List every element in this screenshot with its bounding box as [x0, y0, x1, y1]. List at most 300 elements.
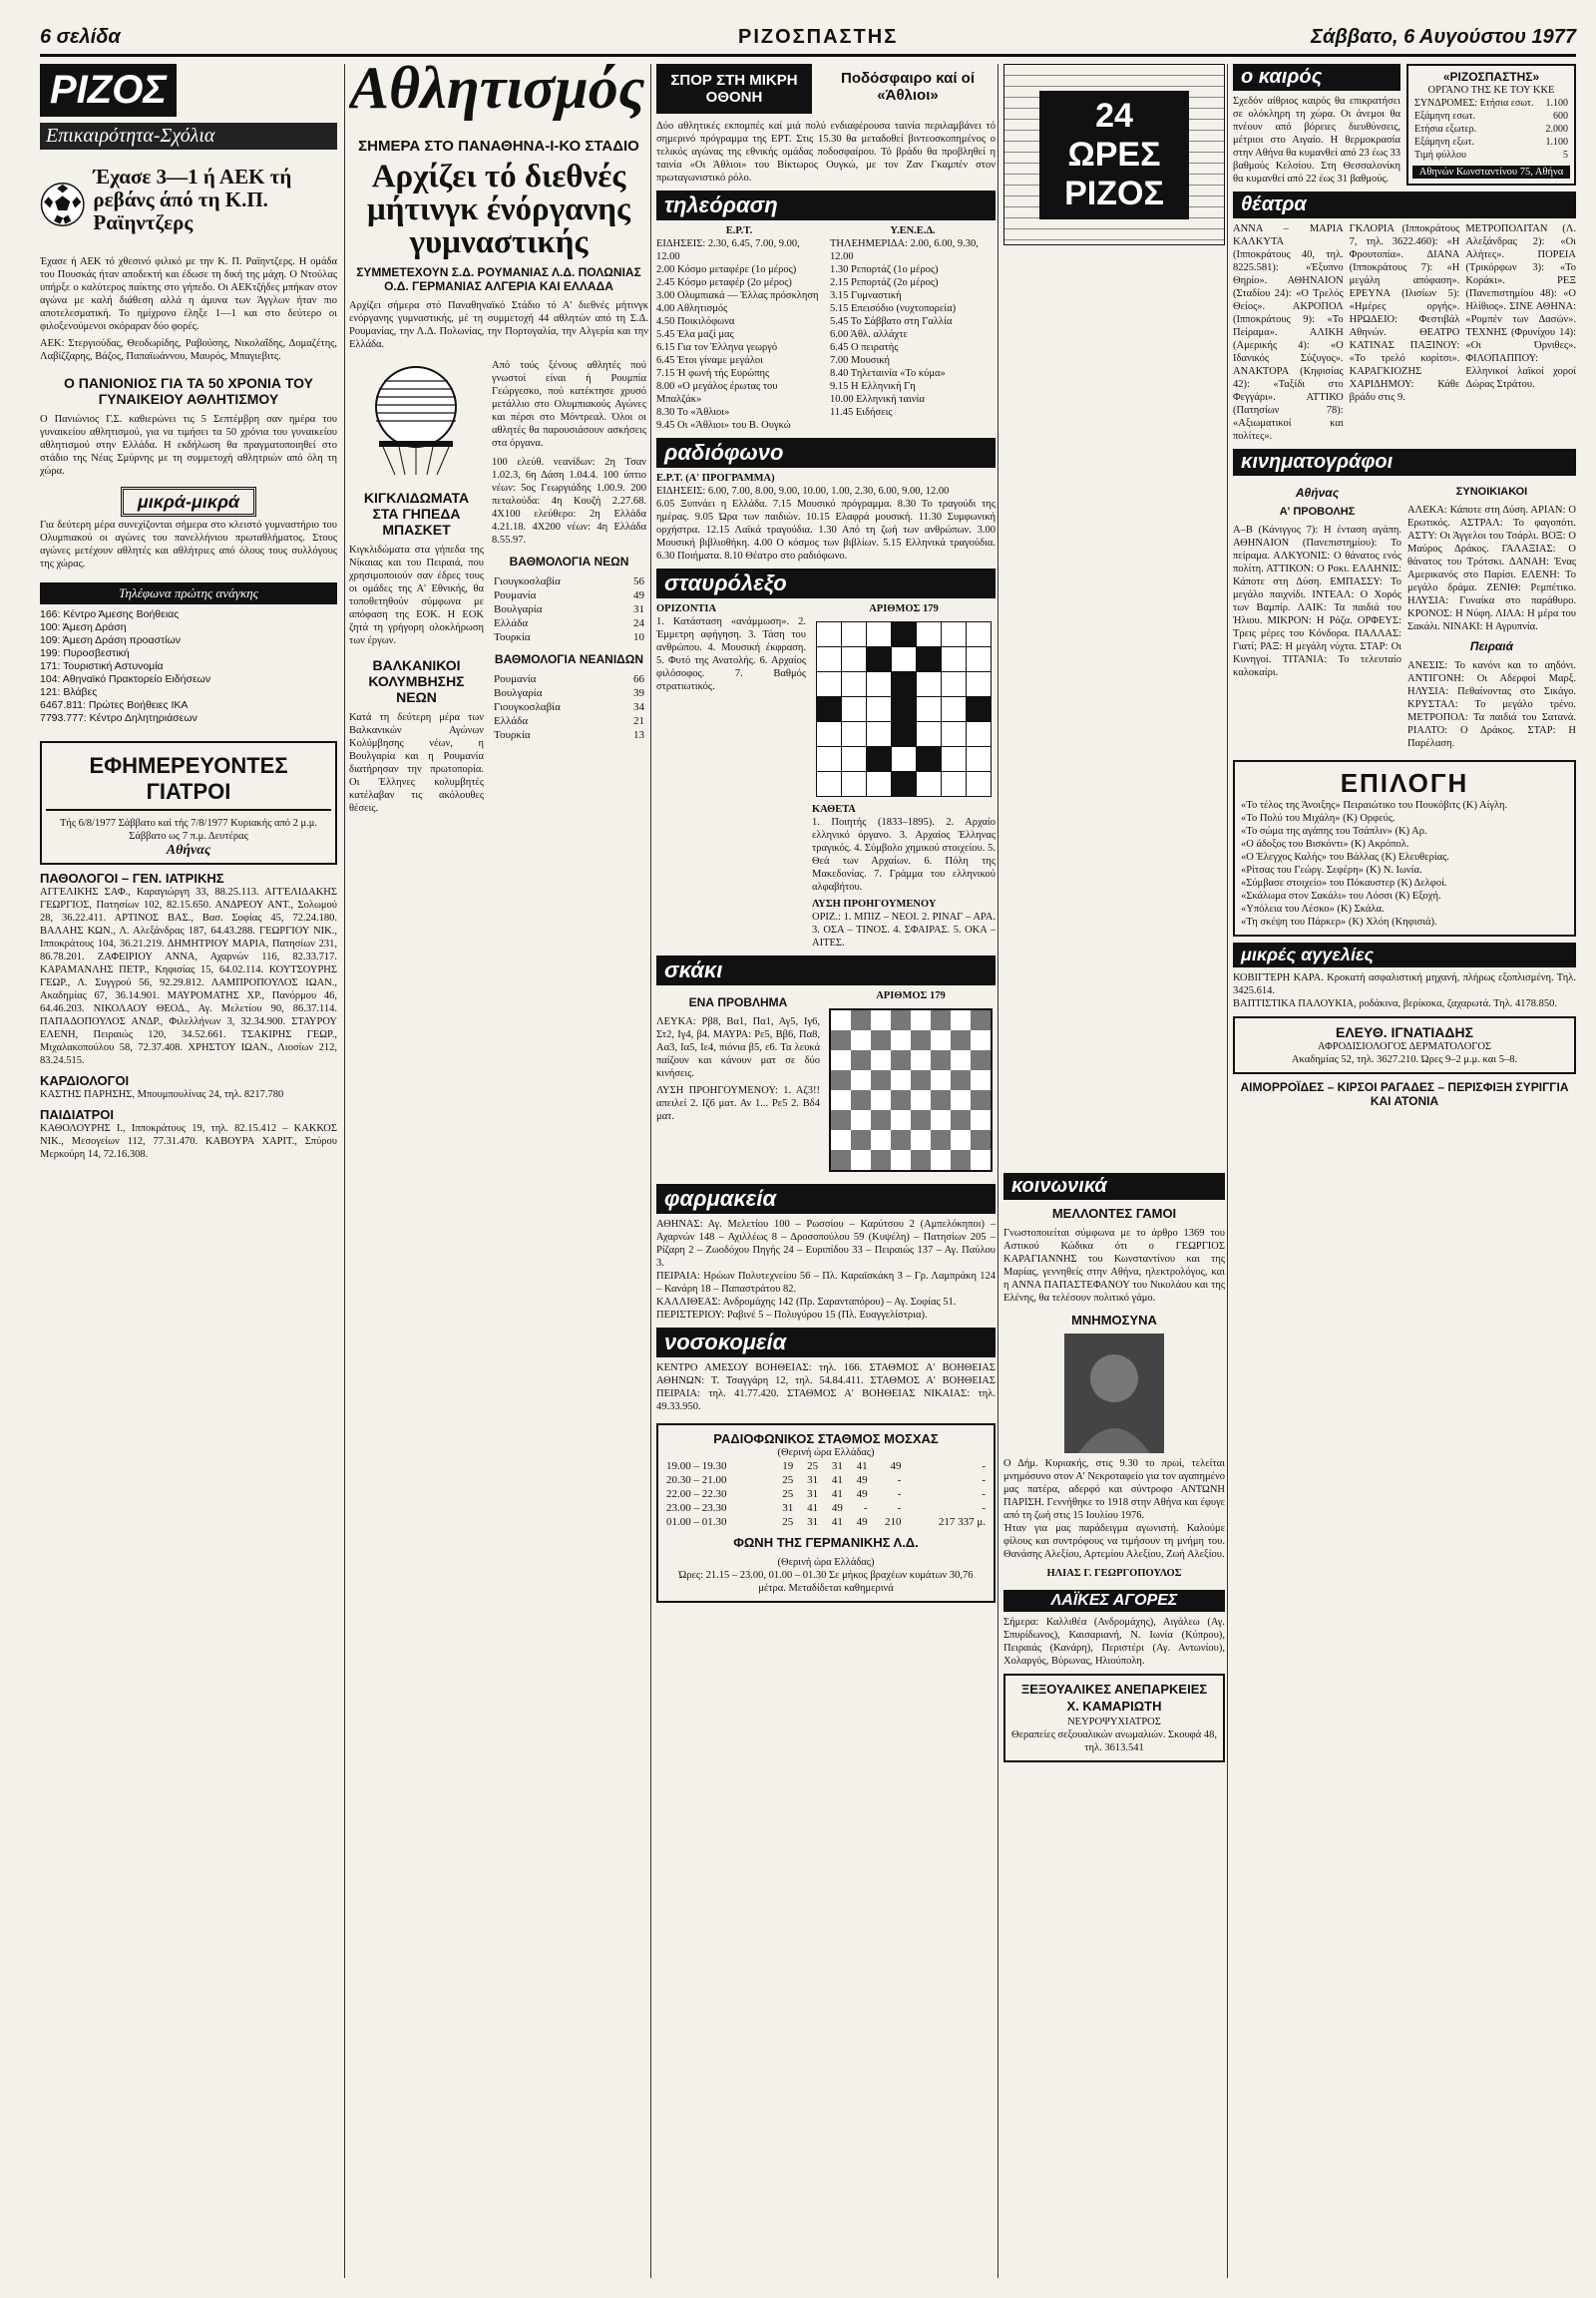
memorials-sign: ΗΛΙΑΣ Γ. ΓΕΩΡΓΟΠΟΥΛΟΣ	[1046, 1568, 1182, 1579]
crossword-cell	[967, 697, 991, 721]
table-cell: 25	[782, 1488, 794, 1500]
main-deck: ΣΥΜΜΕΤΕΧΟΥΝ Σ.Δ. ΡΟΥΜΑΝΙΑΣ Λ.Δ. ΠΟΛΩΝΙΑΣ Ο.Δ. ΓΕΡΜΑΝΙΑΣ ΑΛΓΕΡΙΑ ΚΑΙ ΕΛΛΑΔΑ	[356, 265, 641, 293]
table-cell: 41	[807, 1502, 819, 1514]
phone-entry: 100: Άμεση Δράση	[40, 621, 127, 633]
epilogi-title: ΕΠΙΛΟΓΗ	[1340, 768, 1469, 798]
tv-program-entry: 7.15 Ή φωνή τής Ευρώπης	[656, 368, 770, 379]
table-cell: 49	[856, 1488, 868, 1500]
doctor-ad-text: Θεραπείες σεξουαλικών ανωμαλιών. Σκουφά 48, τηλ. 3613.541	[1011, 1729, 1217, 1753]
dermatologist-ad	[1233, 1016, 1576, 1074]
crossword-cell	[942, 747, 966, 771]
table-cell: 41	[856, 1460, 868, 1472]
crossword-cell	[817, 622, 841, 646]
chess-square	[911, 1150, 931, 1170]
yened-news: ΤΗΛΕΗΜΕΡΙΔΑ: 2.00, 6.00, 9.30, 12.00	[830, 238, 979, 262]
chess-square	[851, 1030, 871, 1050]
crossword-cell	[842, 647, 866, 671]
crossword-cell	[842, 697, 866, 721]
chess-square	[851, 1010, 871, 1030]
column-broadcast	[656, 64, 996, 2278]
epilogi-list	[1241, 799, 1568, 929]
crossword-number: ΑΡΙΘΜΟΣ 179	[869, 603, 939, 614]
moscow-sub: (Θερινή ώρα Ελλάδας)	[777, 1447, 875, 1458]
epilogi-entry: «Υπόλεια του Λέσκο» (Κ) Σκάλα.	[1241, 904, 1385, 915]
crossword-cell	[967, 747, 991, 771]
hospitals-list: ΚΕΝΤΡΟ ΑΜΕΣΟΥ ΒΟΗΘΕΙΑΣ: τηλ. 166. ΣΤΑΘΜΟΣ Α' ΒΟΗΘΕΙΑΣ ΑΘΗΝΩΝ: Τ. Τσαγγάρη 12, τηλ. 54.84.411. ΣΤΑΘΜΟΣ Α' ΒΟΗΘΕΙΑΣ ΠΕΙΡΑΙΑ: τηλ. 41.77.420. ΣΤΑΘΜΟΣ Α' ΒΟΗΘΕΙΑΣ ΝΙΚΑΙΑΣ: τηλ. 49.33.950.	[656, 1362, 996, 1412]
football-icon	[40, 160, 85, 249]
table-cell: 20.30 – 21.00	[666, 1474, 727, 1486]
football-headline: Ποδόσφαιρο καί οί «Άθλιοι»	[841, 70, 975, 104]
doctors-list-1: ΑΓΓΕΛΙΚΗΣ ΣΑΦ., Καραγιώργη 33, 88.25.113. ΑΓΓΕΛΙΔΑΚΗΣ ΓΕΩΡΓΙΟΣ, Πατησίων 102, 82.15.650. ΑΝΔΡΕΟΥ ΑΝΤ., Σολωμού 28, 36.22.411. ΑΡΤΙΝΟΣ ΒΑΣ., Βασ. Σοφίας 45, 72.24.180. ΒΑΛΑΗΣ ΚΩΝ., Λ. Αλεξάνδρας 187, 64.43.288. ΓΕΩΡΓΙΟΥ ΝΙΚ., Ιπποκράτους 104, 36.21.219. ΔΗΜΗΤΡΙΟΥ ΜΑΡΙΑ, Πατησίων 231, 86.78.201. ΖΑΦΕΙΡΙΟΥ ΑΝΝΑ, Αχαρνών 116, 82.33.717. ΚΑΡΑΜΑΝΛΗΣ ΠΕΤΡ., Κηφισίας 15, 64.02.114. ΚΟΥΤΣΟΥΡΗΣ ΓΕΩΡ., Λ. Συγγρού 56, 92.29.812. ΛΑΜΠΡΟΠΟΥΛΟΣ ΙΩΑΝ., Ακαδημίας 67, 36.14.901. ΜΑΥΡΟΜΑΤΗΣ ΧΡ., Πανόρμου 46, 64.46.203. ΝΙΚΟΛΑΟΥ ΘΕΟΔ., Αγ. Μελετίου 90, 86.37.114. ΠΑΠΑΔΟΠΟΥΛΟΣ ΑΝΔΡ., Φιλελλήνων 3, 32.34.900. ΣΤΑΥΡΟΥ ΕΛΕΝΗ, Πειραιώς 120, 34.52.661. ΤΣΑΚΙΡΗΣ ΓΕΩΡ., Μιχαλακοπούλου 58, 72.37.408. ΧΡΗΣΤΟΥ ΙΩΑΝ., Λιοσίων 212, 83.24.515.	[40, 887, 337, 1066]
table-cell: 31	[831, 1460, 843, 1472]
table-cell: 31	[633, 603, 644, 615]
crossword-cell	[942, 772, 966, 796]
crossword-cell	[817, 647, 841, 671]
newspaper-page	[40, 20, 1576, 2284]
doctor-ad-name: Χ. ΚΑΜΑΡΙΩΤΗ	[1066, 1699, 1162, 1714]
crossword-cell	[967, 647, 991, 671]
table-cell: 31	[807, 1474, 819, 1486]
chess-square	[831, 1050, 851, 1070]
tv-program-entry: 8.30 Το «Άθλιοι»	[656, 407, 730, 418]
phone-entry: 121: Βλάβες	[40, 686, 98, 698]
chess-square	[871, 1050, 891, 1070]
chess-banner: σκάκι	[656, 956, 996, 985]
doctors-city: Αθήνας	[166, 843, 211, 858]
main-article-2: Από τούς ξένους αθλητές πού γνωστοί είναι ή Ρουμπία Γεώργεσκο, πού κατέκτησε χρυσό μετάλλιο στο Ολυμπιακούς Αγώνες και πέρσι στο Μόντρεαλ. Όλοι οι αθλητές θα παρουσιάσουν ασκήσεις στα όργανα.	[492, 360, 646, 449]
phone-entry: 104: Αθηναϊκό Πρακτορείο Ειδήσεων	[40, 673, 211, 685]
subs-row	[1412, 123, 1570, 136]
aek-lineup: ΑΕΚ: Στεργιούδας, Θεοδωρίδης, Ραβούσης, Νικολαΐδης, Δομαζέτης, Λαβίζζαρης, Βάζος, Παπαϊωάννου, Μαυρός, Μπαγιεβιτς.	[40, 338, 337, 362]
score-row	[492, 686, 646, 700]
doctor-ad-spec: ΝΕΥΡΟΨΥΧΙΑΤΡΟΣ	[1067, 1717, 1161, 1727]
page-number: 6 σελίδα	[40, 26, 121, 48]
table-cell: -	[982, 1474, 986, 1486]
tv-program-entry: 8.00 «Ο μεγάλος έρωτας του Μπαλζάκ»	[656, 381, 778, 405]
chess-square	[951, 1010, 971, 1030]
balkan-results: 100 ελεύθ. νεανίδων: 2η Τσαν 1.02.3, 6η Δάση 1.04.4. 100 ύπτιο νέων: 5ος Γεωργιάδης 1.00.9. 200 πεταλούδα: 4η Κουζή 2.27.68. 4Χ100 ελεύθερο: 2η Ελλάδα 4.21.18. 4Χ200 νέων: 4η Ελλάδα 8.55.97.	[492, 457, 646, 546]
subs-sub: ΟΡΓΑΝΟ ΤΗΣ ΚΕ ΤΟΥ ΚΚΕ	[1427, 85, 1555, 96]
crossword-cell	[967, 722, 991, 746]
chess-square	[831, 1130, 851, 1150]
epilogi-entry: «Το Πολύ του Μιχάλη» (Κ) Ορφεύς.	[1241, 813, 1396, 824]
doctors-section-1: ΠΑΘΟΛΟΓΟΙ – ΓΕΝ. ΙΑΤΡΙΚΗΣ	[40, 871, 224, 886]
tv24-logo: 24 ΩΡΕΣ ΡΙΖΟΣ	[1039, 91, 1189, 219]
score-row	[492, 700, 646, 714]
main-headline: Αρχίζει τό διεθνές μήτινγκ ένόργανης γυμναστικής	[367, 159, 630, 260]
crossword-cell	[867, 697, 891, 721]
table-cell: -	[863, 1502, 868, 1514]
tv-program-entry: 2.15 Ρεπορτάζ (2ο μέρος)	[830, 277, 939, 288]
last-ad: ΑΙΜΟΡΡΟΪΔΕΣ – ΚΙΡΣΟΙ ΡΑΓΑΔΕΣ – ΠΕΡΙΣΦΙΞΗ ΣΥΡΙΓΓΙΑ ΚΑΙ ΑΤΟΝΙΑ	[1240, 1080, 1569, 1108]
aek-headline: Έχασε 3—1 ή ΑΕΚ τή ρεβάνς άπό τη Κ.Π. Ραϊηντζερς	[93, 165, 292, 234]
tv-program-entry: 4.50 Ποικιλόφωνα	[656, 316, 735, 327]
basketball-icon	[349, 359, 484, 479]
table-cell: 31	[807, 1488, 819, 1500]
column-social	[1003, 64, 1225, 2278]
epilogi-entry: «Ο Έλεγχος Καλής» του Βάλλας (Κ) Ελευθερίας.	[1241, 852, 1449, 863]
crossword-cell	[942, 647, 966, 671]
crossword-cell	[842, 622, 866, 646]
table-cell: 01.00 – 01.30	[666, 1516, 727, 1528]
table-cell: 22.00 – 22.30	[666, 1488, 727, 1500]
masthead: ΡΙΖΟΣΠΑΣΤΗΣ	[738, 26, 899, 48]
column-sports-right	[349, 64, 648, 2278]
balkan-headline: ΒΑΛΚΑΝΙΚΟΙ ΚΟΛΥΜΒΗΣΗΣ ΝΕΩΝ	[368, 657, 465, 705]
chess-number: ΑΡΙΘΜΟΣ 179	[876, 990, 946, 1001]
score-table-2	[492, 672, 646, 742]
crossword-grid	[816, 621, 992, 797]
crossword-cell	[917, 622, 941, 646]
score-row	[492, 728, 646, 742]
pharmacies-banner: φαρμακεία	[656, 1184, 996, 1214]
chess-square	[911, 1090, 931, 1110]
crossword-cell	[892, 747, 916, 771]
score-row	[492, 630, 646, 644]
theatres-col-3: ΜΕΤΡΟΠΟΛΙΤΑΝ (Λ. Αλεξάνδρας 2): «Οι Αλήτες». ΠΟΡΕΙΑ (Τρικόρφων 3): «Το Κοράκι». ΡΕΞ (Πανεπιστημίου 48): «Ο Ηλίθιος». ΣΙΝΕ ΑΘΗΝΑ: «Ρομπέν των Δασών». ΤΕΧΝΗΣ (Φρυνίχου 14): «Οι Όρνιθες». ΦΙΛΟΠΑΠΠΟΥ: Ελληνικοί λαϊκοί χοροί Δώρας Στράτου.	[1465, 223, 1576, 390]
tv-program-entry: 9.45 Οι «Άθλιοι» του Β. Ουγκώ	[656, 420, 791, 431]
mikra-article: Για δεύτερη μέρα συνεχίζονται σήμερα στο κλειστό γυμναστήριο του Ολυμπιακού οι αγώνες του πανελλήνιου πρωταθλήματος. Στους αγώνες μετέχουν αθλητές και αθλήτριες από όλους τους συλλόγους της χώρας.	[40, 520, 337, 570]
chess-square	[931, 1030, 951, 1050]
crossword-solution: ΟΡΙΖ.: 1. ΜΠΙΖ – ΝΕΟΙ. 2. ΡΙΝΑΓ – ΑΡΑ. 3. ΟΣΑ – ΤΙΝΟΣ. 4. ΣΦΑΙΡΑΣ. 5. ΟΚΑ – ΑΙΤΕΣ.	[812, 912, 996, 949]
chess-square	[951, 1070, 971, 1090]
table-cell: 49	[831, 1502, 843, 1514]
table-cell: 41	[831, 1516, 843, 1528]
subs-title: «ΡΙΖΟΣΠΑΣΤΗΣ»	[1442, 70, 1540, 84]
phone-entry: 166: Κέντρο Άμεσης Βοήθειας	[40, 608, 180, 620]
table-cell: 49	[633, 589, 644, 601]
chess-square	[971, 1010, 991, 1030]
subscriptions-box	[1406, 64, 1576, 186]
weather-text: Σχεδόν αίθριος καιρός θα επικρατήσει σε ολόκληρη τη χώρα. Οι άνεμοι θα πνέουν από βόρειες διευθύνσεις, μέτριοι στο Αιγαίο. Η θερμοκρασία στην Αθήνα θα κυμανθεί από 23 έως 33 βαθμούς Κελσίου. Στη Θεσσαλονίκη θα κυμανθεί από 22 έως 31 βαθμούς.	[1233, 96, 1400, 185]
cinema-second-list: ΑΛΕΚΑ: Κάποτε στη Δύση. ΑΡΙΑΝ: Ο Ερωτικός. ΑΣΤΡΑΛ: Το φαγοπότι. ΑΣΤΥ: Οι Άγγελοι του Τσάρλι. ΒΟΞ: Ο Μαύρος Δράκος. ΓΑΛΑΞΙΑΣ: Ο θάνατος του Τρότσκι. ΔΑΝΑΗ: Ένας Αμερικανός στο Παρίσι. ΕΛΕΝΗ: Το μεγάλο δράμα. ΖΕΝΙΘ: Ρεμπέτικο. ΗΛΥΣΙΑ: Γυναίκα στο παράθυρο. ΚΡΟΝΟΣ: Η Νύφη. ΛΙΛΑ: Η μέρα του Σακάλι. ΝΙΝΑΚΙ: Η Αγρυπνία.	[1407, 505, 1576, 632]
table-cell: 19	[782, 1460, 794, 1472]
theatres-col-1: ΑΝΝΑ – ΜΑΡΙΑ ΚΑΛΚΥΤΑ (Ιπποκράτους 40, τηλ. 8225.581): «Έξυπνο Θηρίο». ΑΘΗΝΑΙΟΝ (Σταδίου 24): «Ο Τρελός Θείος». ΑΚΡΟΠΟΛ (Ιπποκράτους 9): «Το Πείραμα». ΑΛΙΚΗ (Αμερικής 4): «Ο Ιδανικός Σύζυγος». ΑΝΑΚΤΟΡΑ (Κηφισίας 42): «Ταξίδι στο Φεγγάρι». ΑΤΤΙΚΟ (Πατησίων 78): «Αξιωματικοί και πολίτες».	[1233, 223, 1344, 442]
table-cell: 217 337 μ.	[938, 1516, 986, 1528]
table-cell: Ρουμανία	[494, 589, 537, 601]
radio-program: 6.05 Ξυπνάει η Ελλάδα. 7.15 Μουσικό πρόγραμμα. 8.30 Το τραγούδι της ημέρας. 9.05 Ώρα των παιδιών. 10.15 Ελαφρά μουσική. 11.30 Συμφωνική ορχήστρα. 12.15 Λαϊκά τραγούδια. 1.30 Από τη ζωή των ανθρώπων. 3.00 Μουσική βιβλιοθήκη. 4.00 Ο κόσμος των βιβλίων. 5.15 Ελληνικά τραγούδια. 6.30 Ποιήματα. 8.10 Θέατρο στο ραδιόφωνο.	[656, 499, 996, 562]
weddings-head: ΜΕΛΛΟΝΤΕΣ ΓΑΜΟΙ	[1051, 1206, 1177, 1221]
crossword-cell	[867, 647, 891, 671]
weddings-text: Γνωστοποιείται σύμφωνα με το άρθρο 1369 του Αστικού Κώδικα ότι ο ΓΕΩΡΓΙΟΣ ΚΑΡΑΓΙΑΝΝΗΣ του Κωνσταντίνου και της Μαρίας, γεννηθείς στην Αθήνα, ηλεκτρολόγος, και η ΑΝΝΑ ΠΑΠΑΣΤΕΦΑΝΟΥ του Νικολάου και της Ελένης, θα τελέσουν πολιτικό γάμο.	[1003, 1228, 1225, 1304]
chess-square	[831, 1010, 851, 1030]
table-cell: 5	[1563, 150, 1568, 161]
tv24-logo-box	[1003, 64, 1225, 245]
schedule-row	[664, 1459, 988, 1473]
tv-program-entry: 6.45 Έτοι γίναμε μεγάλοι	[656, 355, 763, 366]
subs-row	[1412, 97, 1570, 110]
doctors-title: ΕΦΗΜΕΡΕΥΟΝΤΕΣ ΓΙΑΤΡΟΙ	[46, 753, 331, 811]
table-cell: 23.00 – 23.30	[666, 1502, 727, 1514]
cinema-second-label: ΣΥΝΟΙΚΙΑΚΟΙ	[1455, 486, 1528, 498]
crossword-cell	[842, 672, 866, 696]
chess-square	[851, 1070, 871, 1090]
chess-square	[911, 1130, 931, 1150]
chess-square	[931, 1130, 951, 1150]
radio-program-head: Ε.Ρ.Τ. (Α' ΠΡΟΓΡΑΜΜΑ)	[656, 473, 775, 484]
column-entertainment	[1233, 64, 1576, 2278]
table-cell: Ετήσια εξωτερ.	[1414, 124, 1477, 135]
crossword-solution-head: ΛΥΣΗ ΠΡΟΗΓΟΥΜΕΝΟΥ	[812, 899, 937, 910]
table-cell: 25	[782, 1474, 794, 1486]
crossword-down: 1. Ποιητής (1833–1895). 2. Αρχαίο ελληνικό όργανο. 3. Αρχαίος Έλληνας τραγικός. 4. Σύμβολο χημικού στοιχείου. 5. Θεά των Αρχαίων. 6. Πόλη της Μακεδονίας. 7. Γράμμα του ελληνικού αλφαβήτου.	[812, 817, 996, 893]
table-cell: 10	[633, 631, 644, 643]
pharmacies-kallithea: ΚΑΛΛΙΘΕΑΣ: Ανδρομάχης 142 (Πρ. Σαρανταπόρου) – Αγ. Σοφίας 51.	[656, 1297, 957, 1308]
subs-table	[1412, 97, 1570, 162]
tv-program-entry: 3.15 Γυμναστική	[830, 290, 902, 301]
crossword-cell	[867, 772, 891, 796]
table-cell: Ελλάδα	[494, 715, 529, 727]
chess-problem: ΛΕΥΚΑ: Ρβ8, Βα1, Πα1, Αγ5, Ιγ6, Στ2, Ιγ4, β4. ΜΑΥΡΑ: Ρε5, Ββ6, Πα8, Αα3, Ια5, Ιε4, πιόνια β5, ε6. Τα λευκά παίζουν και κάνουν ματ σε δύο κινήσεις.	[656, 1016, 820, 1079]
chess-square	[851, 1090, 871, 1110]
cinema-city: Αθήνας	[1295, 486, 1340, 500]
column-sports-left	[40, 64, 337, 2278]
table-cell: 210	[884, 1516, 902, 1528]
schedule-row	[664, 1501, 988, 1515]
memorials-text-2: Ήταν για μας παράδειγμα αγωνιστή. Καλούμε φίλους και συντρόφους να τιμήσουν τη μνήμη του. Θανάσης Αλεξίου, Αρτεμίου Αλεξίου, Ζωή Αλεξίου.	[1003, 1523, 1225, 1560]
mikra-logo: μικρά-μικρά	[121, 487, 256, 517]
memorials-text: Ο Δήμ. Κυριακής, στις 9.30 το πρωί, τελείται μνημόσυνο στον Α' Νεκροταφείο για τον αγαπημένο μας πατέρα, αδερφό και σύντροφο ΑΝΤΩΝΗ ΠΑΡΙΣΗ. Γεννήθηκε το 1918 στην Αθήνα και έφυγε από τη ζωή στις 15 Ιουλίου 1976.	[1003, 1458, 1225, 1521]
phones-list	[40, 608, 337, 725]
table-cell: ΣΥΝΔΡΟΜΕΣ: Ετήσια εσωτ.	[1414, 98, 1534, 109]
chess-square	[891, 1110, 911, 1130]
panionios-article: Ο Πανιώνιος Γ.Σ. καθιερώνει τις 5 Σεπτέμβρη σαν ημέρα του γυναικείου αθλητισμού, για να τιμήσει τα 50 χρόνια του γυναικείου αθλητισμού στην Ελλάδα. Η εκδήλωση θα πραγματοποιηθεί στο στάδιο της Νέας Σμύρνης με τη συμμετοχή αθλητριών από όλη τη χώρα.	[40, 414, 337, 477]
phone-entry: 109: Άμεση Δράση προαστίων	[40, 634, 182, 646]
chess-square	[891, 1090, 911, 1110]
table-cell: -	[982, 1488, 986, 1500]
tv-program-entry: 6.15 Για τον Έλληνα γεωργό	[656, 342, 778, 353]
chess-square	[891, 1130, 911, 1150]
table-cell: 56	[633, 575, 644, 587]
cinema-piraeus-list: ΑΝΕΣΙΣ: Το κανόνι και το αηδόνι. ΑΝΤΙΓΟΝΗ: Οι Αδερφοί Μαρξ. ΗΛΥΣΙΑ: Πεθαίνοντας στο Σικάγο. ΚΡΥΣΤΑΛ: Το μεγάλο τρένο. ΜΕΤΡΟΠΟΛ: Τα παιδιά του Σατανά. ΡΙΑΛΤΟ: Ο Δράκος. ΣΤΑΡ: Η Παρέλαση.	[1407, 660, 1576, 749]
table-cell: Βουλγαρία	[494, 603, 543, 615]
table-cell: Τουρκία	[494, 729, 531, 741]
schedule-row	[664, 1515, 988, 1529]
social-banner: κοινωνικά	[1003, 1173, 1225, 1200]
epilogi-entry: «Ο άδοξος του Βισκόντι» (Κ) Ακρόπολ.	[1241, 839, 1409, 850]
panionios-headline: Ο ΠΑΝΙΟΝΙΟΣ ΓΙΑ ΤΑ 50 ΧΡΟΝΙΑ ΤΟΥ ΓΥΝΑΙΚΕΙΟΥ ΑΘΛΗΤΙΣΜΟΥ	[63, 375, 314, 407]
chess-square	[871, 1110, 891, 1130]
epilogi-entry: «Σκάλωμα στον Σακάλι» του Λόσσι (Κ) Εξοχή.	[1241, 891, 1441, 902]
chess-square	[891, 1030, 911, 1050]
table-cell: -	[897, 1502, 902, 1514]
chess-square	[931, 1110, 951, 1130]
tv-program-entry: 1.30 Ρεπορτάζ (1ο μέρος)	[830, 264, 939, 275]
table-cell: -	[982, 1460, 986, 1472]
crossword-cell	[867, 622, 891, 646]
chess-square	[951, 1090, 971, 1110]
weather-banner: ο καιρός	[1233, 64, 1400, 91]
pharmacies-peristeri: ΠΕΡΙΣΤΕΡΙΟΥ: Ραβινέ 5 – Πολυγύρου 15 (Πλ. Ευαγγελίστρια).	[656, 1310, 928, 1321]
chess-square	[831, 1090, 851, 1110]
score-row	[492, 574, 646, 588]
chess-square	[931, 1050, 951, 1070]
score-row	[492, 616, 646, 630]
epilogi-entry: «Τη σκέψη του Πάρκερ» (Κ) Χλόη (Κηφισιά).	[1241, 917, 1437, 928]
chess-square	[911, 1070, 931, 1090]
chess-square	[951, 1150, 971, 1170]
table-cell: 21	[633, 715, 644, 727]
table-cell: -	[982, 1502, 986, 1514]
ert-label: Ε.Ρ.Τ.	[725, 225, 753, 236]
crossword-cell	[967, 772, 991, 796]
chess-square	[911, 1110, 931, 1130]
chess-square	[951, 1030, 971, 1050]
table-cell: Βουλγαρία	[494, 687, 543, 699]
chess-square	[831, 1030, 851, 1050]
chess-square	[971, 1150, 991, 1170]
crossword-cell	[892, 622, 916, 646]
classified-1: ΚΟΒΙΓΤΕΡΗ ΚΑΡΑ. Κροκατή ασφαλιστική μηχανή, πλήρως εξοπλισμένη. Τηλ. 3425.614.	[1233, 972, 1576, 996]
doctor-ad-head: ΞΕΞΟΥΑΛΙΚΕΣ ΑΝΕΠΑΡΚΕΙΕΣ	[1020, 1682, 1208, 1697]
main-article-1: Αρχίζει σήμερα στό Παναθηναϊκό Στάδιο τό Α' διεθνές μήτινγκ ενόργανης γυμναστικής, μέ τη συμμετοχή 44 αθλητών από τη Σ.Δ. Ρουμανίας, την Λ.Δ. Πολωνίας, την Πορτογαλία, την Αλγερία και την Ελλάδα.	[349, 300, 648, 350]
table-cell: 1.100	[1545, 98, 1568, 109]
subs-row	[1412, 136, 1570, 149]
tv-program-entry: 6.00 Άθλ. αλλάχτε	[830, 329, 908, 340]
chess-square	[911, 1030, 931, 1050]
phones-title: Τηλέφωνα πρώτης ανάγκης	[40, 582, 337, 604]
tv-program-entry: 2.45 Κόσμο μεταφέρ (2ο μέρος)	[656, 277, 792, 288]
cinema-first-label: Α' ΠΡΟΒΟΛΗΣ	[1279, 506, 1356, 518]
crossword-cell	[967, 622, 991, 646]
tv-program-entry: 6.45 Ο πειρατής	[830, 342, 899, 353]
subs-row	[1412, 110, 1570, 123]
table-cell: 600	[1553, 111, 1568, 122]
chess-square	[951, 1050, 971, 1070]
dermatologist-spec: ΑΦΡΟΔΙΣΙΟΛΟΓΟΣ ΔΕΡΜΑΤΟΛΟΓΟΣ	[1317, 1041, 1492, 1052]
table-cell: Εξάμηνη εσωτ.	[1414, 111, 1475, 122]
tv-banner: τηλεόραση	[656, 191, 996, 220]
section-title: Αθλητισμός	[349, 64, 645, 121]
chess-square	[831, 1070, 851, 1090]
chess-square	[931, 1010, 951, 1030]
chess-square	[831, 1110, 851, 1130]
score-row	[492, 672, 646, 686]
score-row	[492, 588, 646, 602]
chess-square	[951, 1130, 971, 1150]
crossword-cell	[842, 722, 866, 746]
basket-article: Κιγκλιδώματα στα γήπεδα της Νίκαιας και του Πειραιά, που χρησιμοποιούν σαν έδρες τους οι ομάδες της Α' Εθνικής, θα τοποθετηθούν σύμφωνα με απόφαση της ΕΟΚ. Η ΕΟΚ ζητά τη γρήγορη ολοκλήρωση των έργων.	[349, 545, 484, 646]
cinema-banner: κινηματογράφοι	[1233, 449, 1576, 476]
issue-date: Σάββατο, 6 Αυγούστου 1977	[1311, 26, 1576, 48]
moscow-schedule	[664, 1459, 988, 1529]
chess-square	[971, 1110, 991, 1130]
table-cell: Ελλάδα	[494, 617, 529, 629]
cinema-first-list: Α–Β (Κάνιγγος 7): Η ένταση αγάπη. ΑΘΗΝΑΙΟΝ (Πανεπιστημίου): Το πείραμα. ΑΛΚΥΟΝΙΣ: Ο θάνατος ενός πολίτη. ΑΤΤΙΚΟΝ: Ο Ροκι. ΕΛΛΗΝΙΣ: Κάποτε στη Δύση. ΕΜΠΑΣΣΥ: Το μεγάλο παιχνίδι. ΙΝΤΕΑΛ: Ο Χορός των Βαμπίρ. ΛΑΙΚ: Τα παιδιά του Ήλιου. ΜΙΚΡΟΝ: Η Ρόζα. ΟΡΦΕΥΣ: Τρεις μέρες του Κόνδορα. ΠΑΛΛΑΣ: Γιατί; ΡΑΞ: Η μεγάλη νύχτα. ΣΤΑΡ: Οι Κυνηγοί. ΤΙΤΑΝΙΑ: Το τελευταίο καλοκαίρι.	[1233, 525, 1401, 678]
epilogi-box	[1233, 760, 1576, 937]
tv-sport-logo: ΣΠΟΡ ΣΤΗ ΜΙΚΡΗ ΟΘΟΝΗ	[656, 64, 812, 114]
tv-program-entry: 11.45 Ειδήσεις	[830, 407, 893, 418]
chess-square	[851, 1110, 871, 1130]
crossword-cell	[892, 647, 916, 671]
crossword-cell	[892, 672, 916, 696]
chess-square	[871, 1030, 891, 1050]
tv-program-entry: 8.40 Τηλεταινία «Το κύμα»	[830, 368, 946, 379]
table-cell: 25	[807, 1460, 819, 1472]
table-cell: 49	[890, 1460, 902, 1472]
schedule-row	[664, 1473, 988, 1487]
crossword-cell	[867, 722, 891, 746]
chess-square	[851, 1130, 871, 1150]
crossword-cell	[917, 672, 941, 696]
ert-news: ΕΙΔΗΣΕΙΣ: 2.30, 6.45, 7.00, 9.00, 12.00	[656, 238, 800, 262]
football-article: Δύο αθλητικές εκπομπές καί μιά πολύ ενδιαφέρουσα ταινία περιλαμβάνει τό σημερινό πρόγραμμα της ΕΡΤ. Στις 15.30 θα μεταδοθεί βιντεοσκοπημένος ο τελικός αγώνας της εθνικής ομάδας ποδοσφαίρου. Τό βράδυ θα προβληθεί η ταινία «Οι Άθλιοι» του Βίκτωρος Ουγκώ, με τον Ζαν Γκαμπέν στον πρωταγωνιστικό ρόλο.	[656, 121, 996, 184]
chess-square	[891, 1070, 911, 1090]
tv-program-entry: 5.45 Το Σάββατο στη Γαλλία	[830, 316, 953, 327]
chess-board	[829, 1008, 993, 1172]
section-logo: ΡΙΖΟΣ	[40, 64, 177, 117]
schedule-row	[664, 1487, 988, 1501]
chess-square	[971, 1030, 991, 1050]
table-cell: 13	[633, 729, 644, 741]
chess-square	[871, 1130, 891, 1150]
crossword-cell	[892, 722, 916, 746]
crossword-cell	[817, 772, 841, 796]
chess-square	[891, 1150, 911, 1170]
radio-banner: ραδιόφωνο	[656, 438, 996, 468]
chess-square	[911, 1010, 931, 1030]
score-table-1	[492, 574, 646, 644]
table-cell: Γιουγκοσλαβία	[494, 701, 561, 713]
cinema-piraeus-label: Πειραιά	[1469, 639, 1514, 653]
moscow-title: ΡΑΔΙΟΦΩΝΙΚΟΣ ΣΤΑΘΜΟΣ ΜΟΣΧΑΣ	[713, 1431, 939, 1446]
score-row	[492, 602, 646, 616]
table-cell: 49	[856, 1516, 868, 1528]
table-cell: Τουρκία	[494, 631, 531, 643]
chess-square	[871, 1010, 891, 1030]
gdr-text: Ώρες: 21.15 – 23.00, 01.00 – 01.30 Σε μήκος βραχέων κυμάτων 30,76 μέτρα. Μεταδίδεται καθημερινά	[678, 1570, 974, 1594]
chess-solution: ΛΥΣΗ ΠΡΟΗΓΟΥΜΕΝΟΥ: 1. Αζ3!! απειλεί 2. Ιζ6 ματ. Αν 1... Ρε5 2. Βδ4 ματ.	[656, 1085, 820, 1122]
chess-square	[971, 1070, 991, 1090]
phone-entry: 6467.811: Πρώτες Βοήθειες ΙΚΑ	[40, 699, 189, 711]
epilogi-entry: «Ρίτσας του Γεώργ. Σεφέρη» (Κ) Ν. Ιωνία.	[1241, 865, 1422, 876]
crossword-cell	[942, 722, 966, 746]
crossword-down-label: ΚΑΘΕΤΑ	[812, 804, 856, 815]
table-cell: 41	[831, 1474, 843, 1486]
chess-square	[871, 1150, 891, 1170]
doctors-list-2: ΚΑΣΤΗΣ ΠΑΡΗΣΗΣ, Μπουμπουλίνας 24, τηλ. 8217.780	[40, 1089, 284, 1100]
yened-program	[830, 263, 996, 419]
crossword-cell	[967, 672, 991, 696]
score-row	[492, 714, 646, 728]
markets-banner: ΛΑΪΚΕΣ ΑΓΟΡΕΣ	[1003, 1590, 1225, 1612]
tv-program-entry: 3.00 Ολυμπιακά — Έλλας πρόσκληση	[656, 290, 819, 301]
table-cell: 34	[633, 701, 644, 713]
table-cell: 39	[633, 687, 644, 699]
crossword-cell	[817, 672, 841, 696]
crossword-cell	[817, 722, 841, 746]
crossword-cell	[942, 672, 966, 696]
subs-address: Αθηνών Κωνσταντίνου 75, Αθήνα	[1412, 166, 1570, 179]
crossword-cell	[917, 772, 941, 796]
tv-program-entry: 7.00 Μουσική	[830, 355, 891, 366]
crossword-cell	[917, 697, 941, 721]
crossword-cell	[917, 647, 941, 671]
doctor-ad	[1003, 1674, 1225, 1762]
chess-square	[971, 1090, 991, 1110]
tv-program-entry: 5.45 Έλα μαζί μας	[656, 329, 734, 340]
score-title-2: ΒΑΘΜΟΛΟΓΙΑ ΝΕΑΝΙΔΩΝ	[494, 652, 644, 666]
memorials-head: ΜΝΗΜΟΣΥΝΑ	[1071, 1313, 1157, 1328]
crossword-cell	[867, 672, 891, 696]
classified-2: ΒΑΠΤΙΣΤΙΚΑ ΠΑΛΟΥΚΙΑ, ροδάκινα, βερίκοκα, ζαχαρωτά. Τηλ. 4178.850.	[1233, 998, 1558, 1009]
tv-program-entry: 5.15 Επεισόδιο (νυχτοπορεία)	[830, 303, 957, 314]
basket-headline: ΚΙΓΚΛΙΔΩΜΑΤΑ ΣΤΑ ΓΗΠΕΔΑ ΜΠΑΣΚΕΤ	[363, 490, 470, 538]
classifieds-banner: μικρές αγγελίες	[1233, 943, 1576, 967]
chess-square	[931, 1090, 951, 1110]
yened-label: Υ.ΕΝ.Ε.Δ.	[890, 225, 936, 236]
crossword-across-label: ΟΡΙΖΟΝΤΙΑ	[656, 603, 717, 614]
